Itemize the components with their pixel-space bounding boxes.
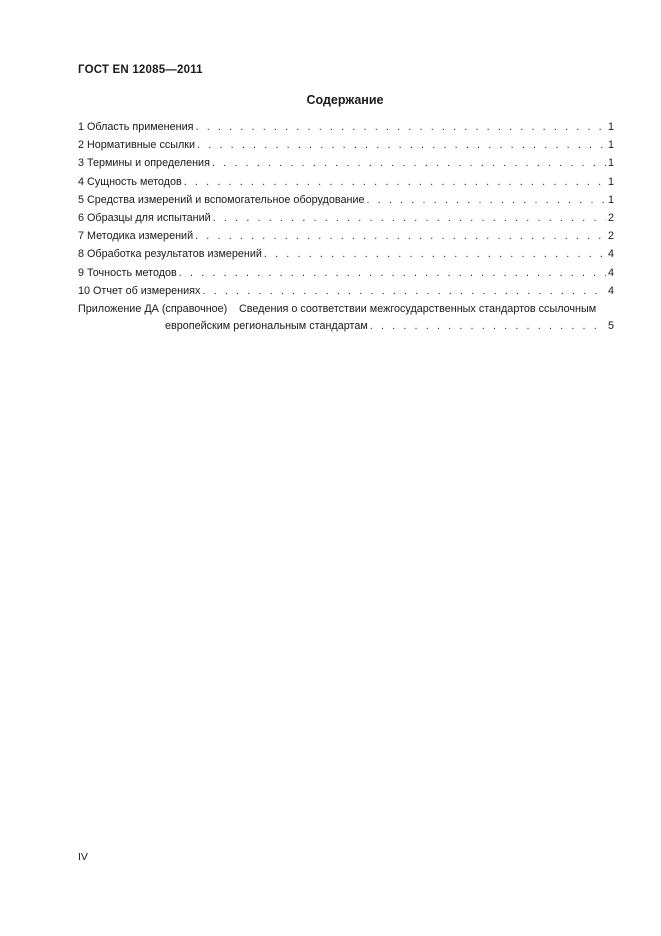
- toc-annex-title-line2: европейским региональным стандартам: [165, 319, 368, 332]
- toc-entry-label: 1 Область применения: [78, 121, 194, 133]
- table-of-contents: [78, 121, 614, 338]
- toc-entry-7[interactable]: [78, 230, 614, 248]
- toc-entry-9[interactable]: [78, 267, 614, 285]
- toc-entry-4[interactable]: [78, 176, 614, 194]
- document-code: ГОСТ EN 12085—2011: [78, 64, 203, 76]
- toc-leader-dots: [196, 121, 606, 133]
- toc-leader-dots: [213, 212, 606, 224]
- toc-entry-page: 1: [607, 121, 614, 133]
- toc-leader-dots: [197, 139, 606, 151]
- toc-entry-label: 6 Образцы для испытаний: [78, 211, 211, 224]
- toc-entry-label: 10 Отчет об измерениях: [78, 284, 201, 297]
- toc-entry-page: 1: [607, 175, 614, 188]
- toc-leader-dots: [179, 267, 606, 279]
- toc-entry-label: 4 Сущность методов: [78, 175, 182, 188]
- toc-entry-3[interactable]: [78, 157, 614, 175]
- page-number: IV: [78, 851, 88, 863]
- toc-entry-6[interactable]: [78, 212, 614, 230]
- toc-leader-dots: [184, 176, 606, 188]
- toc-leader-dots: [366, 194, 606, 206]
- toc-entry-label: 5 Средства измерений и вспомогательное оборудование: [78, 193, 365, 206]
- toc-annex-label: Приложение ДА (справочное): [78, 302, 228, 315]
- toc-entry-label: 2 Нормативные ссылки: [78, 139, 196, 152]
- toc-leader-dots: [370, 320, 606, 332]
- toc-entry-page: 1: [607, 139, 614, 152]
- toc-entry-page: 5: [607, 319, 614, 332]
- toc-entry-5[interactable]: [78, 194, 614, 212]
- toc-entry-1[interactable]: [78, 121, 614, 139]
- toc-annex-title-line1: Сведения о соответствии межгосударственных стандартов ссылочным: [239, 302, 597, 315]
- toc-leader-dots: [202, 285, 606, 297]
- toc-leader-dots: [264, 248, 606, 260]
- toc-title: Содержание: [306, 93, 384, 107]
- toc-leader-dots: [195, 230, 606, 242]
- toc-entry-page: 4: [607, 248, 614, 261]
- toc-annex-entry[interactable]: [78, 303, 614, 320]
- toc-entry-page: 1: [607, 157, 614, 170]
- toc-entry-page: 2: [607, 211, 614, 224]
- toc-entry-label: 8 Обработка результатов измерений: [78, 248, 262, 261]
- toc-annex-entry-continued[interactable]: [78, 320, 614, 338]
- toc-leader-dots: [212, 157, 606, 169]
- toc-entry-label: 3 Термины и определения: [78, 157, 210, 170]
- toc-entry-label: 7 Методика измерений: [78, 230, 194, 243]
- toc-entry-page: 1: [607, 193, 614, 206]
- toc-entry-2[interactable]: [78, 139, 614, 157]
- toc-entry-8[interactable]: [78, 248, 614, 266]
- toc-entry-page: 4: [607, 266, 614, 279]
- toc-entry-10[interactable]: [78, 285, 614, 303]
- toc-entry-label: 9 Точность методов: [78, 266, 177, 279]
- toc-entry-page: 2: [607, 230, 614, 243]
- toc-entry-page: 4: [607, 284, 614, 297]
